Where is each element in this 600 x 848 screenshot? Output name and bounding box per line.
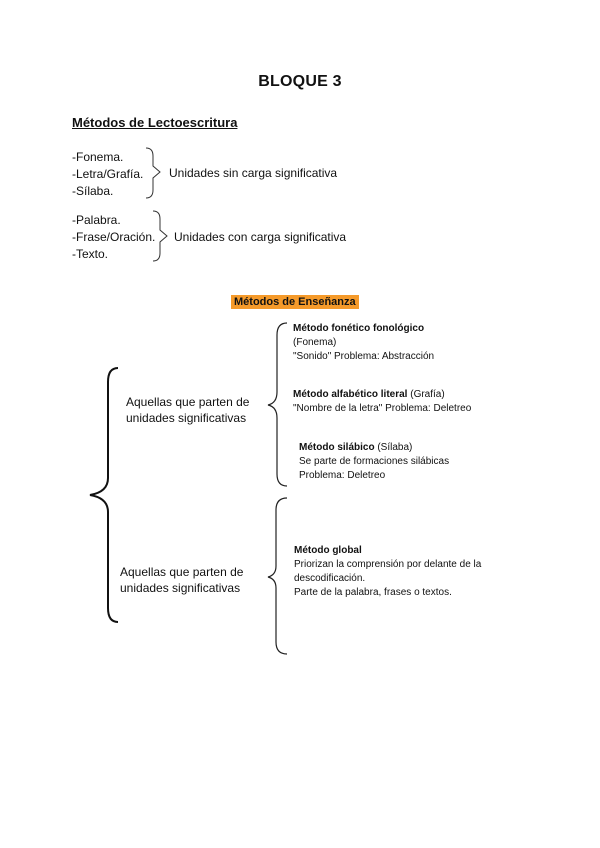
method-global: Método global Priorizan la comprensión por delante de la descodificación. Parte de la palabra, frases o textos. (294, 545, 482, 598)
bracket-units-1 (146, 148, 160, 198)
list-item: -Sílaba. (72, 184, 114, 198)
list-item: -Fonema. (72, 150, 124, 164)
method-silabico: Método silábico (Sílaba) Se parte de formaciones silábicas Problema: Deletreo (299, 442, 450, 481)
list-item: -Palabra. (72, 213, 121, 227)
ensenanza-heading: Métodos de Enseñanza (231, 295, 359, 309)
units-label-1: Unidades sin carga significativa (169, 166, 338, 180)
method-alfabetico: Método alfabético literal (Grafía) "Nombre de la letra" Problema: Deletreo (293, 389, 472, 414)
bracket-units-2 (153, 211, 167, 261)
branch-top-label: Aquellas que parten de unidades significativas (126, 395, 250, 425)
brace-top (268, 323, 287, 486)
lectoescritura-heading: Métodos de Lectoescritura (72, 115, 238, 130)
list-item: -Texto. (72, 247, 109, 261)
list-item: -Letra/Grafía. (72, 167, 144, 181)
brace-main (90, 368, 118, 622)
list-item: -Frase/Oración. (72, 230, 156, 244)
page-title: BLOQUE 3 (258, 73, 342, 90)
units-label-2: Unidades con carga significativa (174, 230, 347, 244)
branch-bottom-label: Aquellas que parten de unidades significativas (120, 565, 244, 595)
method-fonetico: Método fonético fonológico (Fonema) "Sonido" Problema: Abstracción (293, 323, 435, 362)
brace-bottom (268, 498, 287, 654)
